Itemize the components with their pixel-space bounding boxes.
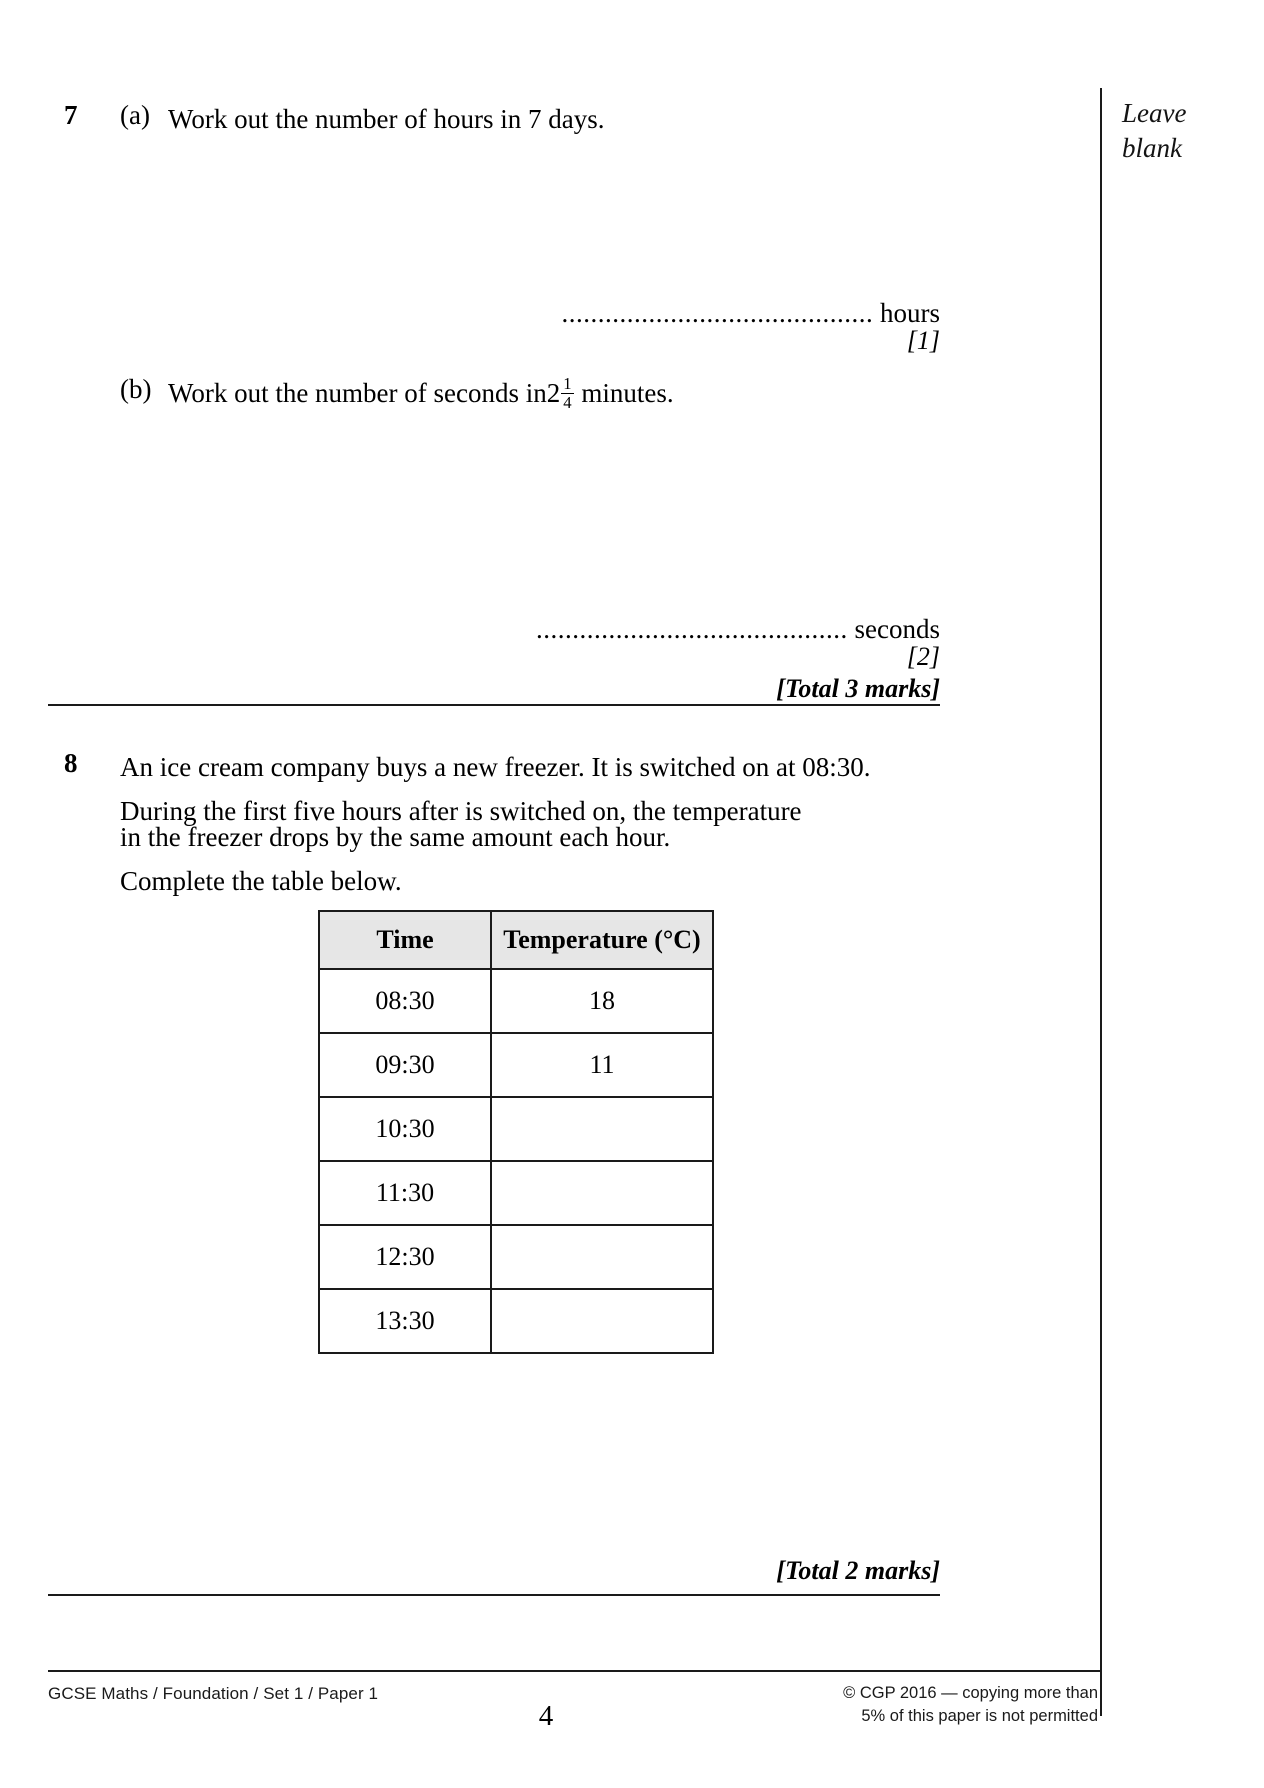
- table-row: [319, 1097, 713, 1161]
- question-8-stem-line-3: in the freezer drops by the same amount each hour.: [120, 822, 671, 852]
- footer-paper-reference: GCSE Maths / Foundation / Set 1 / Paper 1: [48, 1684, 379, 1703]
- answer-unit-label: hours: [880, 298, 940, 328]
- leave-blank-note: [1122, 96, 1252, 165]
- footer-copyright-line-1: © CGP 2016 — copying more than: [843, 1684, 1098, 1702]
- table-cell-temperature[interactable]: 11: [491, 1033, 713, 1097]
- mixed-number: [547, 374, 575, 413]
- question-8-total-marks: [Total 2 marks]: [776, 1556, 940, 1585]
- question-7a-marks: [1]: [906, 326, 940, 355]
- margin-divider-line: [1100, 88, 1102, 1716]
- answer-dots: ...........................................: [536, 614, 848, 644]
- fraction-one-quarter: [561, 375, 573, 411]
- question-7a-answer-line[interactable]: [440, 298, 940, 329]
- table-header-row: [319, 911, 713, 969]
- question-7b-answer-line[interactable]: [420, 614, 940, 645]
- table-cell-temperature[interactable]: [491, 1225, 713, 1289]
- answer-dots: ...........................................: [561, 298, 874, 328]
- table-cell-time: 09:30: [319, 1033, 491, 1097]
- fraction-denominator: 4: [563, 392, 572, 412]
- question-7b-marks: [2]: [906, 642, 940, 671]
- question-7b-text-before: Work out the number of seconds in: [168, 378, 547, 408]
- question-7b-text: [168, 374, 674, 413]
- question-7b-label: (b): [120, 374, 152, 404]
- table-cell-temperature[interactable]: [491, 1289, 713, 1353]
- footer-copyright-line-2: 5% of this paper is not permitted: [861, 1707, 1098, 1726]
- table-cell-time: 10:30: [319, 1097, 491, 1161]
- table-cell-time: 11:30: [319, 1161, 491, 1225]
- table-cell-temperature[interactable]: 18: [491, 969, 713, 1033]
- table-header-time: Time: [319, 911, 491, 969]
- answer-unit-label: seconds: [854, 614, 940, 644]
- table-cell-time: 13:30: [319, 1289, 491, 1353]
- question-7-total-marks: [Total 3 marks]: [776, 674, 940, 703]
- question-7a-text: Work out the number of hours in 7 days.: [168, 104, 605, 134]
- table-cell-time: 08:30: [319, 969, 491, 1033]
- question-8-number: 8: [64, 748, 78, 778]
- mixed-number-whole: 2: [546, 378, 561, 408]
- leave-blank-line-1: Leave: [1122, 98, 1187, 128]
- footer-divider-rule: [48, 1670, 1100, 1672]
- question-8-stem-line-4: Complete the table below.: [120, 866, 402, 896]
- temperature-table: [318, 910, 714, 1354]
- question-8-stem-line-2: During the first five hours after is switched on, the temperature: [120, 796, 802, 826]
- footer-copyright-notice: [843, 1682, 1098, 1729]
- table-cell-time: 12:30: [319, 1225, 491, 1289]
- question-7b-text-after: minutes.: [581, 378, 674, 408]
- footer-page-number: 4: [538, 1700, 554, 1732]
- table-cell-temperature[interactable]: [491, 1097, 713, 1161]
- question-7-number: 7: [64, 100, 78, 130]
- table-row: [319, 1161, 713, 1225]
- fraction-numerator: 1: [563, 373, 572, 393]
- leave-blank-line-2: blank: [1122, 132, 1182, 163]
- table-header-temperature: Temperature (°C): [491, 911, 713, 969]
- table-row: [319, 1289, 713, 1353]
- question-7-separator-rule: [48, 704, 940, 706]
- table-row: [319, 1033, 713, 1097]
- question-8-separator-rule: [48, 1594, 940, 1596]
- question-8-stem-line-1: An ice cream company buys a new freezer. It is switched on at 08:30.: [120, 752, 871, 782]
- table-row: [319, 969, 713, 1033]
- question-7a-label: (a): [120, 100, 150, 130]
- table-cell-temperature[interactable]: [491, 1161, 713, 1225]
- table-row: [319, 1225, 713, 1289]
